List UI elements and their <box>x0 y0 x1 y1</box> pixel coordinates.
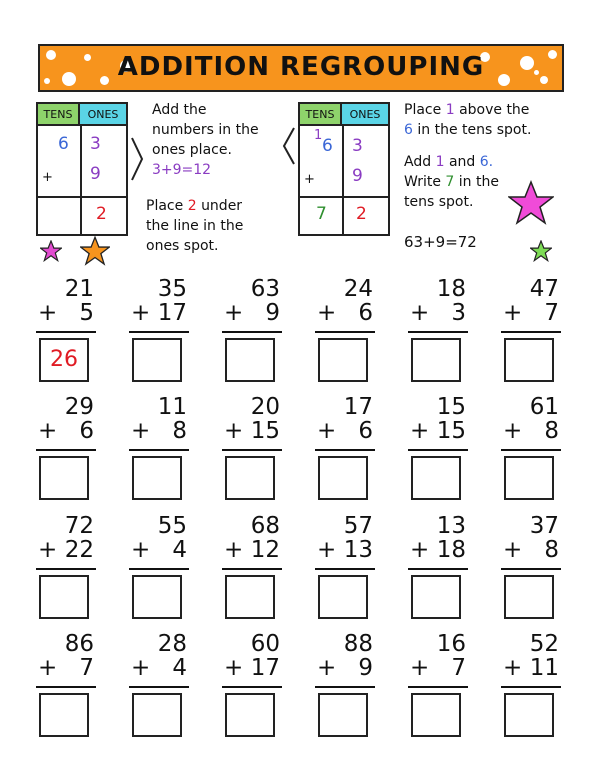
sum-line <box>315 449 375 451</box>
bottom-addend: 22 <box>64 537 94 563</box>
right-angle-bracket-icon <box>130 136 144 182</box>
sum-line <box>408 686 468 688</box>
top-addend: 17 <box>343 394 373 420</box>
place-value-table-step2 <box>298 102 390 236</box>
top-addend: 29 <box>64 394 94 420</box>
plus-sign: + <box>131 655 151 681</box>
answer-box[interactable] <box>504 575 554 619</box>
top-addend: 37 <box>529 513 559 539</box>
sum-line <box>36 568 96 570</box>
worked-result: 63+9=72 <box>404 233 477 251</box>
tens-header: TENS <box>38 104 80 126</box>
bottom-addend: 6 <box>358 418 373 444</box>
plus-sign: + <box>42 170 53 185</box>
top-addend: 61 <box>529 394 559 420</box>
sum-line <box>501 686 561 688</box>
plus-sign: + <box>503 655 523 681</box>
answer-box[interactable] <box>39 693 89 737</box>
answer-box[interactable] <box>504 456 554 500</box>
sum-line <box>36 686 96 688</box>
tens-header: TENS <box>300 104 342 126</box>
answer-box[interactable] <box>132 693 182 737</box>
answer-box[interactable] <box>411 338 461 382</box>
ones-header: ONES <box>342 104 388 126</box>
answer-box[interactable] <box>132 575 182 619</box>
top-addend: 57 <box>343 513 373 539</box>
bottom-addend: 8 <box>544 418 559 444</box>
plus-sign: + <box>131 418 151 444</box>
tens-result: 7 <box>316 204 327 224</box>
bottom-addend: 7 <box>79 655 94 681</box>
bottom-addend: 6 <box>358 300 373 326</box>
star-icon <box>40 240 62 262</box>
top-addend: 88 <box>343 631 373 657</box>
ones-result: 2 <box>96 204 107 224</box>
top-addend: 28 <box>157 631 187 657</box>
top-addend: 16 <box>436 631 466 657</box>
carry-digit: 1 <box>314 128 323 143</box>
bottom-addend: 3 <box>451 300 466 326</box>
plus-sign: + <box>503 418 523 444</box>
ones-result: 2 <box>356 204 367 224</box>
place-value-table-step1 <box>36 102 128 236</box>
ones-addend: 9 <box>90 164 101 184</box>
sum-line <box>222 449 282 451</box>
bottom-addend: 17 <box>157 300 187 326</box>
answer-box[interactable] <box>318 693 368 737</box>
plus-sign: + <box>317 537 337 563</box>
answer-box[interactable] <box>318 338 368 382</box>
sum-line <box>36 331 96 333</box>
answer-box[interactable]: 26 <box>39 338 89 382</box>
plus-sign: + <box>224 300 244 326</box>
top-addend: 52 <box>529 631 559 657</box>
answer-box[interactable] <box>225 575 275 619</box>
plus-sign: + <box>503 300 523 326</box>
star-icon <box>508 180 554 226</box>
plus-sign: + <box>304 172 315 187</box>
top-addend: 63 <box>250 276 280 302</box>
bottom-addend: 6 <box>79 418 94 444</box>
star-icon <box>530 240 552 262</box>
top-addend: 35 <box>157 276 187 302</box>
plus-sign: + <box>410 537 430 563</box>
step2-instruction: Place 2 under the line in the ones spot. <box>146 198 244 254</box>
ones-digit: 3 <box>352 136 363 156</box>
sum-line <box>315 331 375 333</box>
top-addend: 13 <box>436 513 466 539</box>
sum-line <box>222 686 282 688</box>
plus-sign: + <box>38 300 58 326</box>
bottom-addend: 8 <box>172 418 187 444</box>
sum-line <box>129 568 189 570</box>
answer-box[interactable] <box>225 456 275 500</box>
plus-sign: + <box>38 655 58 681</box>
plus-sign: + <box>38 537 58 563</box>
bottom-addend: 13 <box>343 537 373 563</box>
answer-box[interactable] <box>132 456 182 500</box>
sum-line <box>36 449 96 451</box>
bottom-addend: 11 <box>529 655 559 681</box>
sum-line <box>408 568 468 570</box>
tens-digit: 6 <box>58 134 69 154</box>
bottom-addend: 7 <box>451 655 466 681</box>
answer-box[interactable] <box>225 693 275 737</box>
plus-sign: + <box>224 655 244 681</box>
answer-box[interactable] <box>411 456 461 500</box>
answer-box[interactable] <box>225 338 275 382</box>
answer-box[interactable] <box>318 575 368 619</box>
title-banner <box>38 44 564 92</box>
sum-line <box>222 568 282 570</box>
plus-sign: + <box>131 537 151 563</box>
step1-instruction: Add the numbers in the ones place. 3+9=12 <box>152 102 259 178</box>
top-addend: 72 <box>64 513 94 539</box>
sum-line <box>501 449 561 451</box>
bottom-addend: 15 <box>250 418 280 444</box>
plus-sign: + <box>410 418 430 444</box>
top-addend: 55 <box>157 513 187 539</box>
top-addend: 18 <box>436 276 466 302</box>
answer-box[interactable] <box>411 575 461 619</box>
bottom-addend: 8 <box>544 537 559 563</box>
ones-digit: 3 <box>90 134 101 154</box>
top-addend: 47 <box>529 276 559 302</box>
top-addend: 24 <box>343 276 373 302</box>
step3-instruction: Place 1 above the 6 in the tens spot. <box>404 102 532 138</box>
top-addend: 86 <box>64 631 94 657</box>
answer-box[interactable] <box>318 456 368 500</box>
ones-addend: 9 <box>352 166 363 186</box>
plus-sign: + <box>317 655 337 681</box>
step4-instruction: Add 1 and 6. Write 7 in the tens spot. <box>404 154 499 210</box>
sum-line <box>315 686 375 688</box>
answer-box[interactable] <box>39 575 89 619</box>
top-addend: 11 <box>157 394 187 420</box>
sum-line <box>501 568 561 570</box>
bottom-addend: 4 <box>172 655 187 681</box>
sum-line <box>501 331 561 333</box>
plus-sign: + <box>224 537 244 563</box>
top-addend: 20 <box>250 394 280 420</box>
sum-line <box>408 449 468 451</box>
tens-digit: 6 <box>322 136 333 156</box>
sum-line <box>315 568 375 570</box>
plus-sign: + <box>410 300 430 326</box>
bottom-addend: 17 <box>250 655 280 681</box>
top-addend: 15 <box>436 394 466 420</box>
sum-line <box>222 331 282 333</box>
top-addend: 68 <box>250 513 280 539</box>
star-icon <box>80 236 110 266</box>
sum-line <box>129 331 189 333</box>
top-addend: 21 <box>64 276 94 302</box>
bottom-addend: 4 <box>172 537 187 563</box>
bottom-addend: 7 <box>544 300 559 326</box>
left-angle-bracket-icon <box>282 126 296 166</box>
page-title: ADDITION REGROUPING <box>117 52 485 82</box>
plus-sign: + <box>317 418 337 444</box>
plus-sign: + <box>503 537 523 563</box>
plus-sign: + <box>410 655 430 681</box>
ones-header: ONES <box>80 104 126 126</box>
bottom-addend: 9 <box>358 655 373 681</box>
plus-sign: + <box>38 418 58 444</box>
plus-sign: + <box>224 418 244 444</box>
top-addend: 60 <box>250 631 280 657</box>
answer-box[interactable] <box>504 338 554 382</box>
bottom-addend: 18 <box>436 537 466 563</box>
sum-line <box>129 449 189 451</box>
answer-box[interactable] <box>411 693 461 737</box>
answer-box[interactable] <box>132 338 182 382</box>
plus-sign: + <box>317 300 337 326</box>
plus-sign: + <box>131 300 151 326</box>
bottom-addend: 12 <box>250 537 280 563</box>
bottom-addend: 5 <box>79 300 94 326</box>
bottom-addend: 15 <box>436 418 466 444</box>
bottom-addend: 9 <box>265 300 280 326</box>
answer-box[interactable] <box>39 456 89 500</box>
answer-box[interactable] <box>504 693 554 737</box>
sum-line <box>129 686 189 688</box>
sum-line <box>408 331 468 333</box>
